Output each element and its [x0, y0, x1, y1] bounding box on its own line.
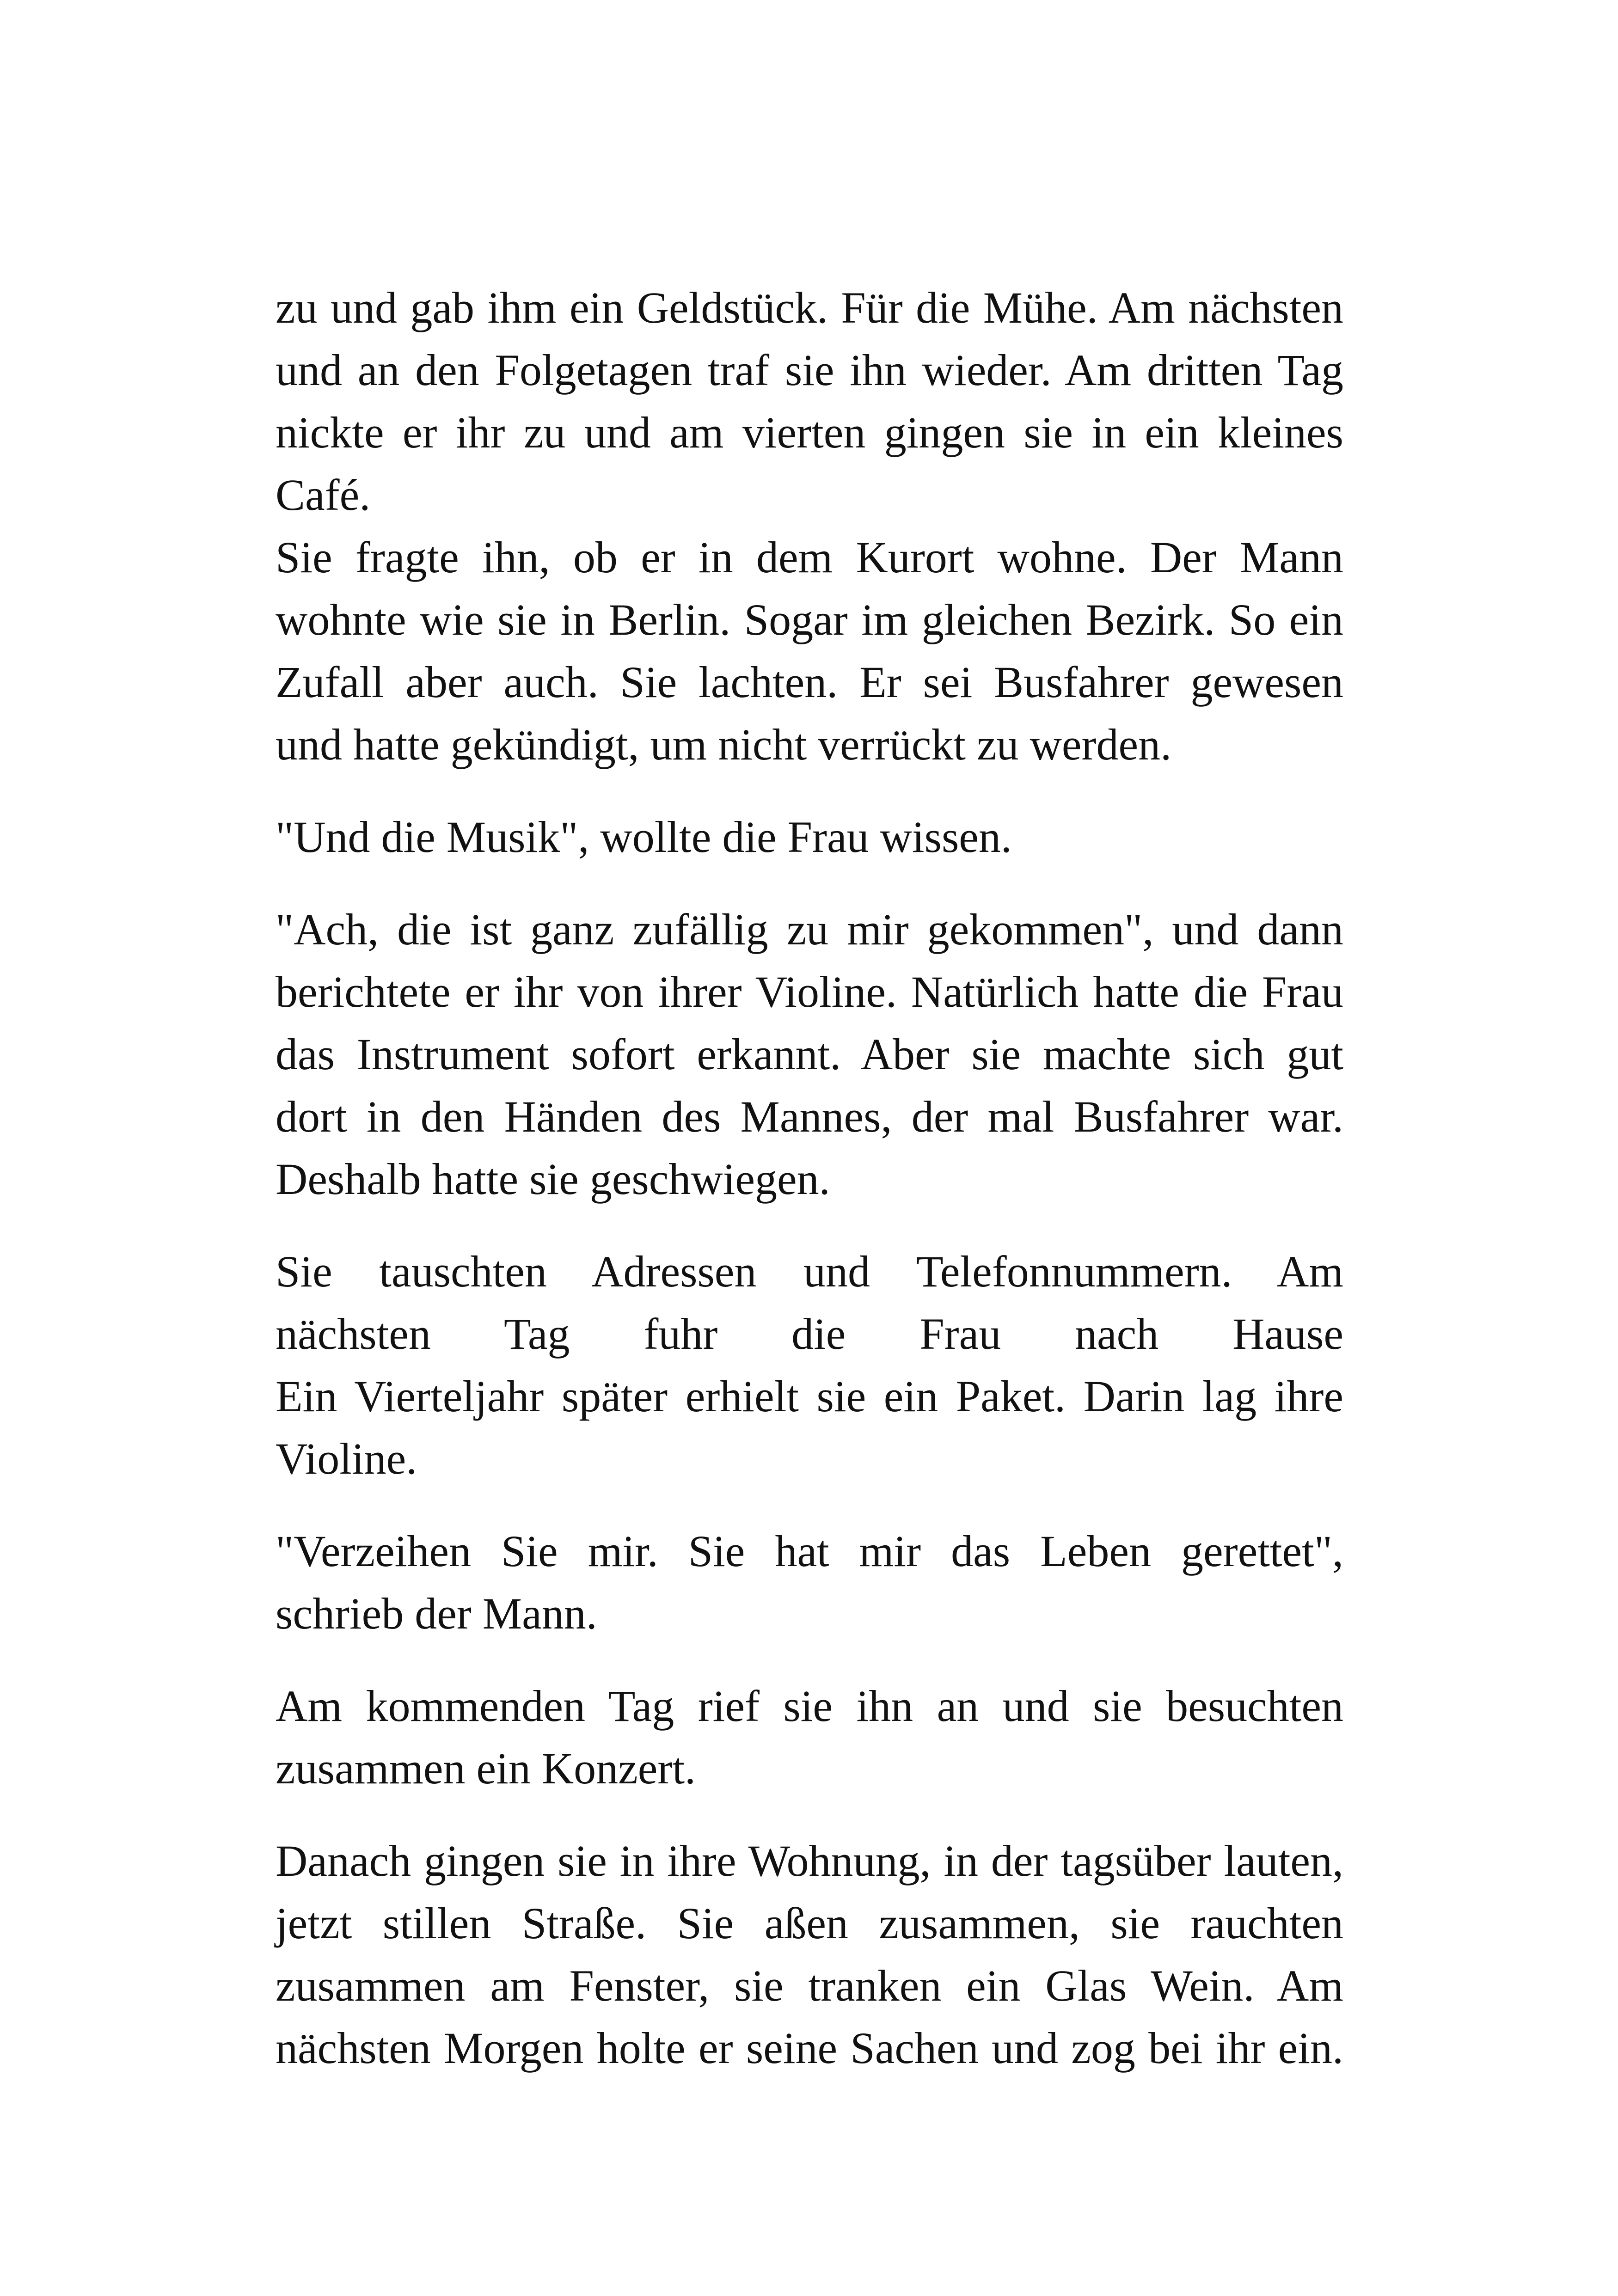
text-line: dort in den Händen des Mannes, der mal Busfahrer war. — [276, 1092, 1343, 1141]
text-line: schrieb der Mann. — [276, 1589, 597, 1638]
text-line: berichtete er ihr von ihrer Violine. Natürlich hatte die Frau — [276, 967, 1343, 1016]
paragraph-3 — [276, 898, 1343, 1210]
text-line: Zufall aber auch. Sie lachten. Er sei Busfahrer gewesen — [276, 657, 1343, 707]
text-line: Danach gingen sie in ihre Wohnung, in der tagsüber lauten, — [276, 1836, 1343, 1886]
paragraph-4 — [276, 1240, 1343, 1490]
body-text — [276, 276, 1343, 2079]
text-line: Sie tauschten Adressen und Telefonnummern. Am — [276, 1247, 1343, 1296]
text-line: nächsten Tag fuhr die Frau nach Hause — [276, 1309, 1343, 1359]
text-line: Deshalb hatte sie geschwiegen. — [276, 1154, 830, 1204]
paragraph-spacing — [276, 1490, 1343, 1520]
text-line: und an den Folgetagen traf sie ihn wieder. Am dritten Tag — [276, 345, 1343, 395]
paragraph-1 — [276, 276, 1343, 776]
text-line: wohnte wie sie in Berlin. Sogar im gleichen Bezirk. So ein — [276, 595, 1343, 644]
text-line: zu und gab ihm ein Geldstück. Für die Mühe. Am nächsten — [276, 283, 1343, 332]
paragraph-spacing — [276, 1645, 1343, 1675]
text-line: Sie fragte ihn, ob er in dem Kurort wohne. Der Mann — [276, 533, 1343, 582]
paragraph-6 — [276, 1675, 1343, 1800]
text-line: jetzt stillen Straße. Sie aßen zusammen, sie rauchten — [276, 1898, 1343, 1948]
text-line: Ein Vierteljahr später erhielt sie ein Paket. Darin lag ihre — [276, 1371, 1343, 1421]
paragraph-2 — [276, 806, 1343, 868]
text-line: Am kommenden Tag rief sie ihn an und sie besuchten — [276, 1681, 1343, 1731]
text-line: zusammen ein Konzert. — [276, 1744, 696, 1793]
text-line: zusammen am Fenster, sie tranken ein Glas Wein. Am — [276, 1961, 1343, 2010]
text-line: nächsten Morgen holte er seine Sachen und zog bei ihr ein. — [276, 2023, 1343, 2073]
text-line: nickte er ihr zu und am vierten gingen sie in ein kleines — [276, 408, 1343, 457]
paragraph-spacing — [276, 868, 1343, 898]
paragraph-5 — [276, 1520, 1343, 1645]
text-line: und hatte gekündigt, um nicht verrückt zu werden. — [276, 720, 1172, 769]
text-line: das Instrument sofort erkannt. Aber sie machte sich gut — [276, 1029, 1343, 1079]
text-line: Violine. — [276, 1434, 417, 1483]
text-line: "Und die Musik", wollte die Frau wissen. — [276, 812, 1012, 862]
text-line: "Ach, die ist ganz zufällig zu mir gekommen", und dann — [276, 905, 1343, 954]
paragraph-spacing — [276, 1800, 1343, 1830]
paragraph-spacing — [276, 776, 1343, 806]
text-line: Café. — [276, 470, 371, 520]
paragraph-spacing — [276, 1210, 1343, 1240]
text-line: "Verzeihen Sie mir. Sie hat mir das Leben gerettet", — [276, 1526, 1343, 1576]
paragraph-7 — [276, 1830, 1343, 2079]
